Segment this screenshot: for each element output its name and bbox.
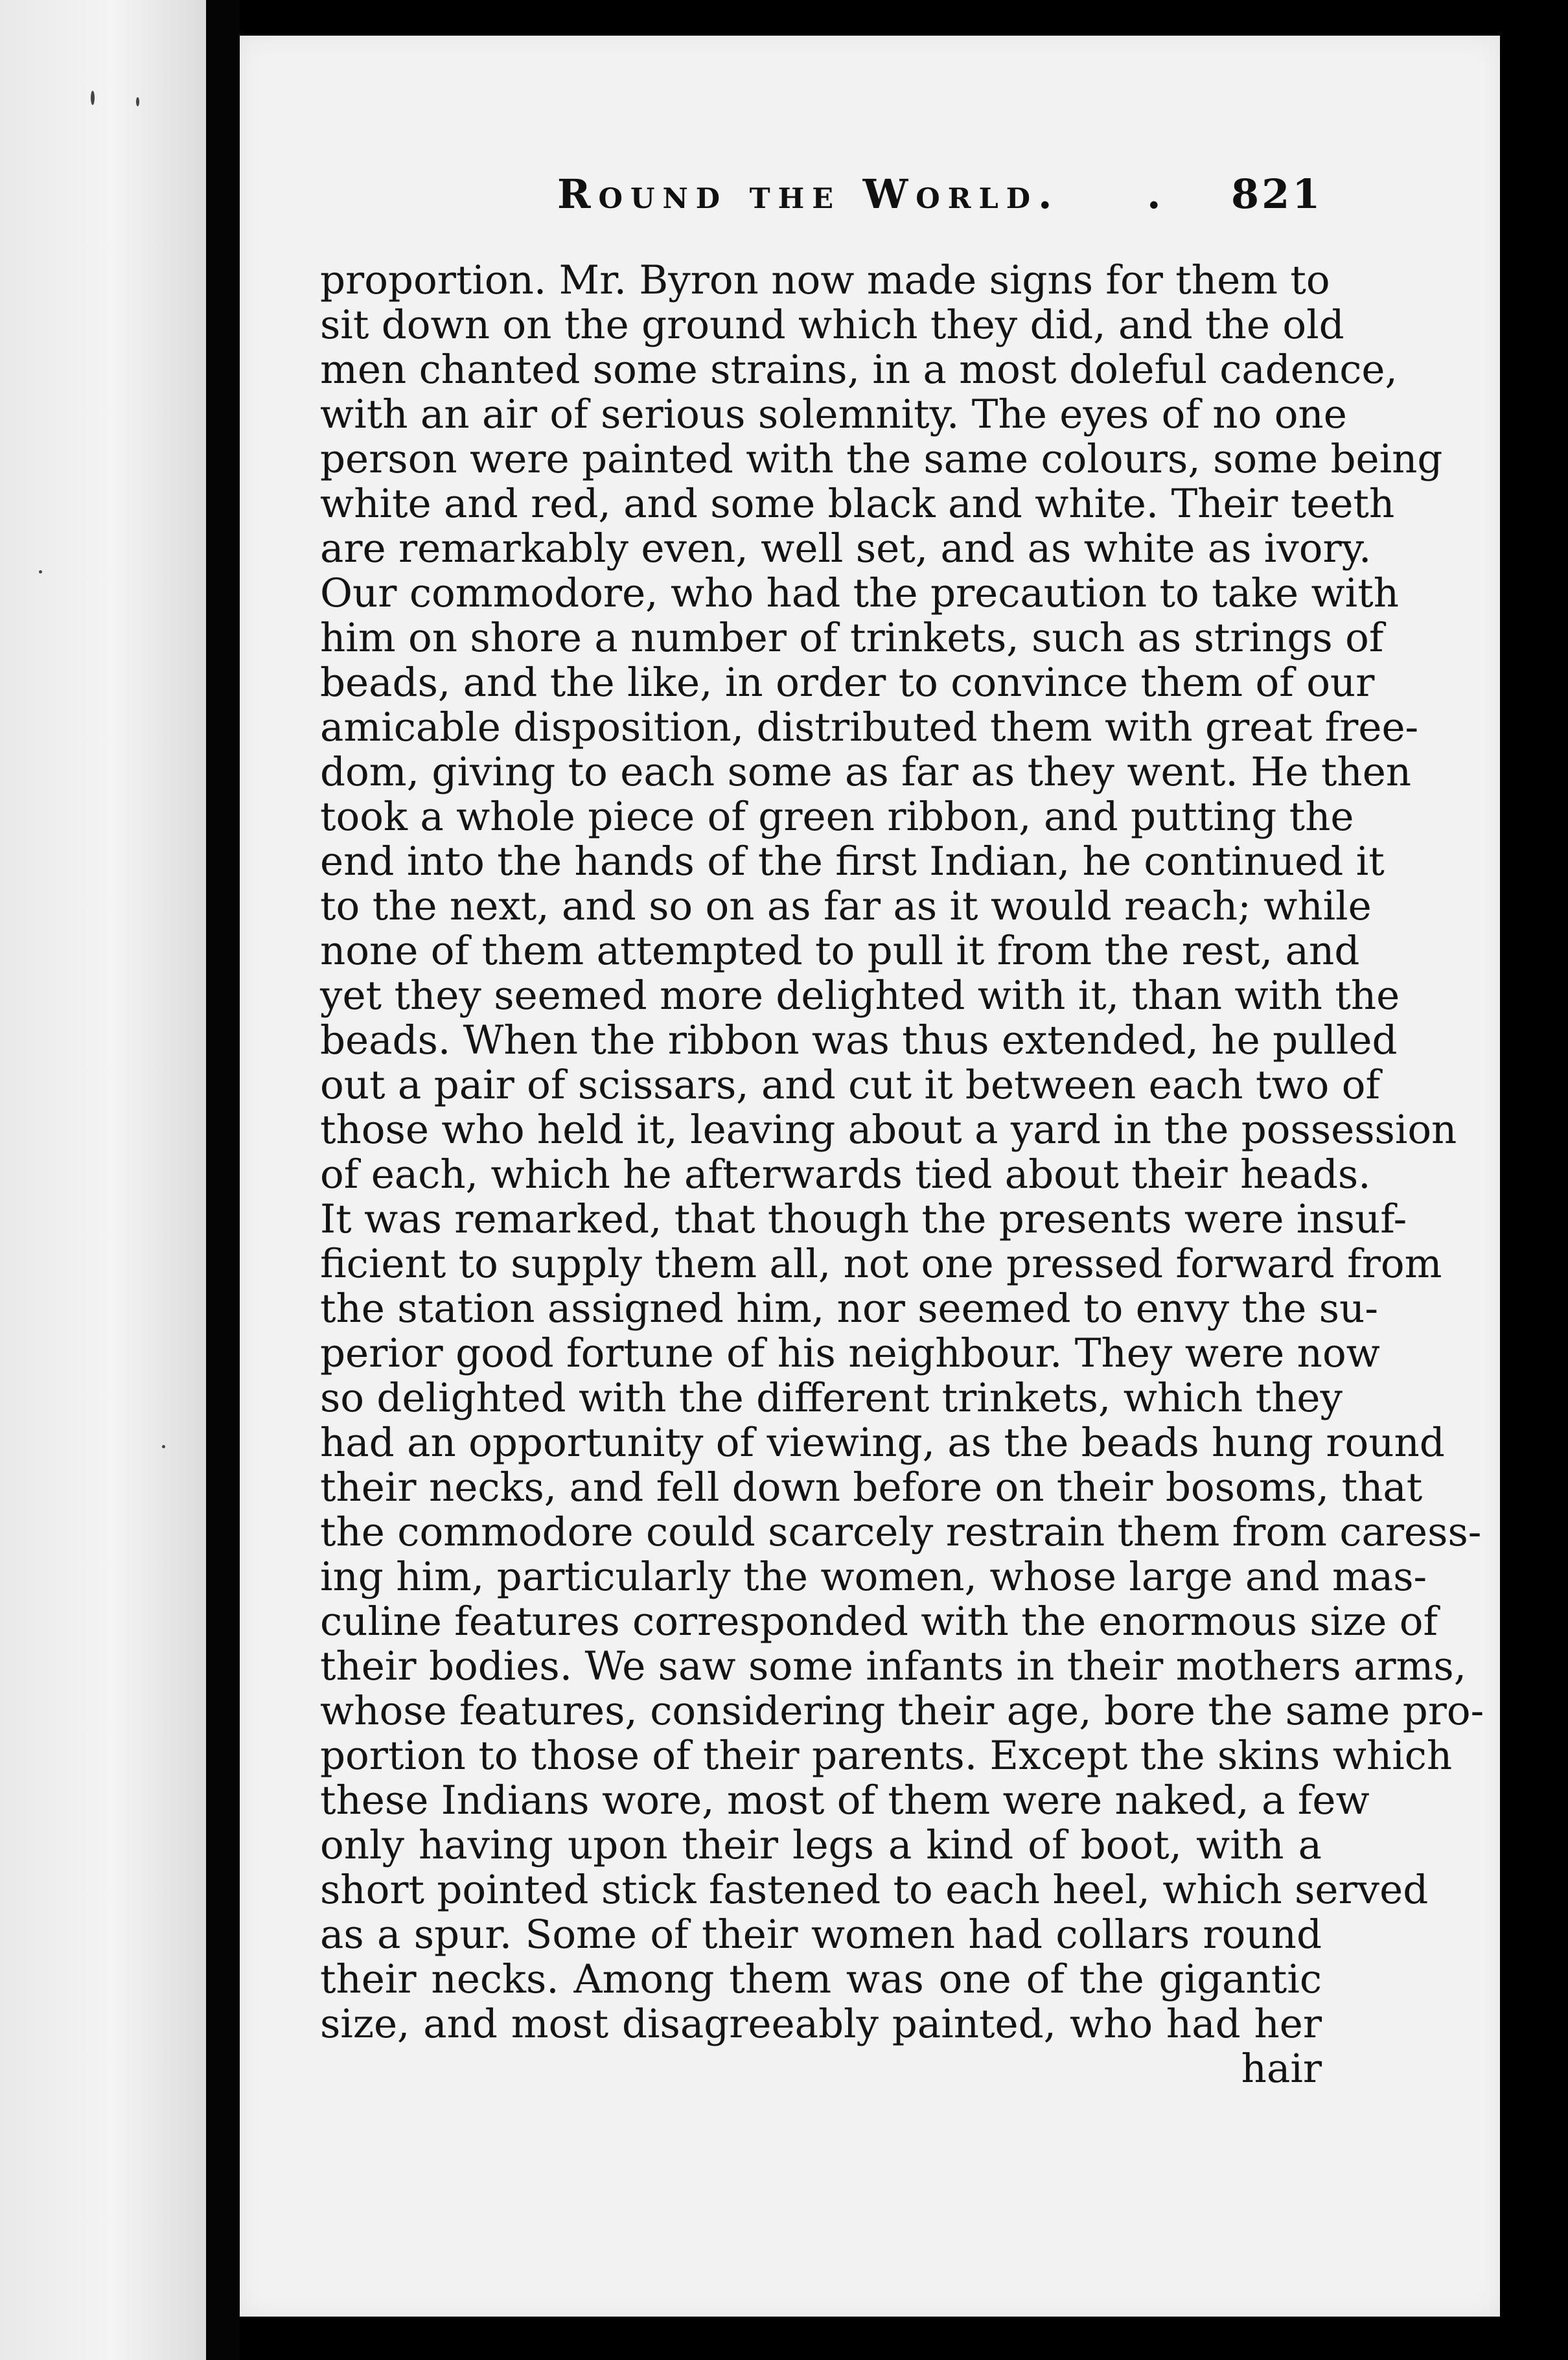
text-line: so delighted with the different trinkets, which they bbox=[320, 1375, 1343, 1421]
ink-speck bbox=[39, 570, 42, 573]
text-line: culine features corresponded with the enormous size of bbox=[320, 1599, 1438, 1645]
text-line: proportion. Mr. Byron now made signs for them to bbox=[320, 257, 1330, 303]
text-line: yet they seemed more delighted with it, than with the bbox=[320, 973, 1400, 1019]
text-line: short pointed stick fastened to each heel, which served bbox=[320, 1867, 1429, 1913]
text-line: of each, which he afterwards tied about their heads. bbox=[320, 1151, 1371, 1197]
running-head bbox=[311, 139, 1323, 218]
text-line: out a pair of scissars, and cut it between each two of bbox=[320, 1062, 1381, 1108]
text-line: their necks, and fell down before on their bosoms, that bbox=[320, 1464, 1423, 1510]
text-line: their necks. Among them was one of the gigantic bbox=[320, 1956, 1322, 2002]
text-line: their bodies. We saw some infants in their mothers arms, bbox=[320, 1643, 1467, 1689]
text-line: are remarkably even, well set, and as white as ivory. bbox=[320, 526, 1372, 572]
book-gutter bbox=[206, 0, 240, 2360]
page-number: 821 bbox=[1231, 170, 1323, 218]
running-title: Round the World. bbox=[557, 170, 1060, 218]
ink-speck bbox=[136, 97, 139, 106]
text-line: only having upon their legs a kind of boot, with a bbox=[320, 1822, 1322, 1868]
text-line: white and red, and some black and white. Their teeth bbox=[320, 481, 1395, 527]
text-line: took a whole piece of green ribbon, and putting the bbox=[320, 794, 1354, 840]
catchword: hair bbox=[1241, 2046, 1322, 2092]
text-line: beads. When the ribbon was thus extended, he pulled bbox=[320, 1017, 1398, 1063]
text-line: these Indians wore, most of them were naked, a few bbox=[320, 1777, 1370, 1823]
text-line: as a spur. Some of their women had collars round bbox=[320, 1912, 1322, 1958]
text-line: size, and most disagreeably painted, who had her bbox=[320, 2001, 1322, 2047]
text-line: perior good fortune of his neighbour. They were now bbox=[320, 1330, 1380, 1376]
text-line: beads, and the like, in order to convince them of our bbox=[320, 660, 1375, 706]
text-line: ficient to supply them all, not one pressed forward from bbox=[320, 1241, 1442, 1287]
text-line: none of them attempted to pull it from the rest, and bbox=[320, 928, 1360, 974]
ink-speck bbox=[91, 91, 95, 105]
text-line: to the next, and so on as far as it would reach; while bbox=[320, 883, 1372, 929]
text-line: men chanted some strains, in a most doleful cadence, bbox=[320, 347, 1398, 393]
text-line: dom, giving to each some as far as they went. He then bbox=[320, 749, 1412, 795]
text-line: those who held it, leaving about a yard in the possession bbox=[320, 1107, 1457, 1153]
text-line: amicable disposition, distributed them with great free- bbox=[320, 704, 1419, 750]
ink-speck bbox=[162, 1445, 165, 1448]
text-line: portion to those of their parents. Except the skins which bbox=[320, 1733, 1453, 1779]
text-line: sit down on the ground which they did, and the old bbox=[320, 302, 1344, 348]
previous-page-edge bbox=[0, 0, 206, 2360]
text-line: It was remarked, that though the presents were insuf- bbox=[320, 1196, 1407, 1242]
text-line: end into the hands of the first Indian, he continued it bbox=[320, 839, 1385, 885]
body-text bbox=[320, 257, 1484, 2092]
text-line: ing him, particularly the women, whose large and mas- bbox=[320, 1554, 1427, 1600]
running-head-separator: . bbox=[1147, 170, 1168, 218]
text-line: person were painted with the same colours, some being bbox=[320, 436, 1443, 482]
text-line: with an air of serious solemnity. The eyes of no one bbox=[320, 391, 1347, 437]
text-line: had an opportunity of viewing, as the beads hung round bbox=[320, 1420, 1445, 1466]
text-line: the station assigned him, nor seemed to envy the su- bbox=[320, 1286, 1378, 1332]
text-line: whose features, considering their age, bore the same pro- bbox=[320, 1688, 1484, 1734]
text-line: him on shore a number of trinkets, such as strings of bbox=[320, 615, 1384, 661]
text-line: the commodore could scarcely restrain them from caress- bbox=[320, 1509, 1482, 1555]
text-line: Our commodore, who had the precaution to take with bbox=[320, 570, 1399, 616]
